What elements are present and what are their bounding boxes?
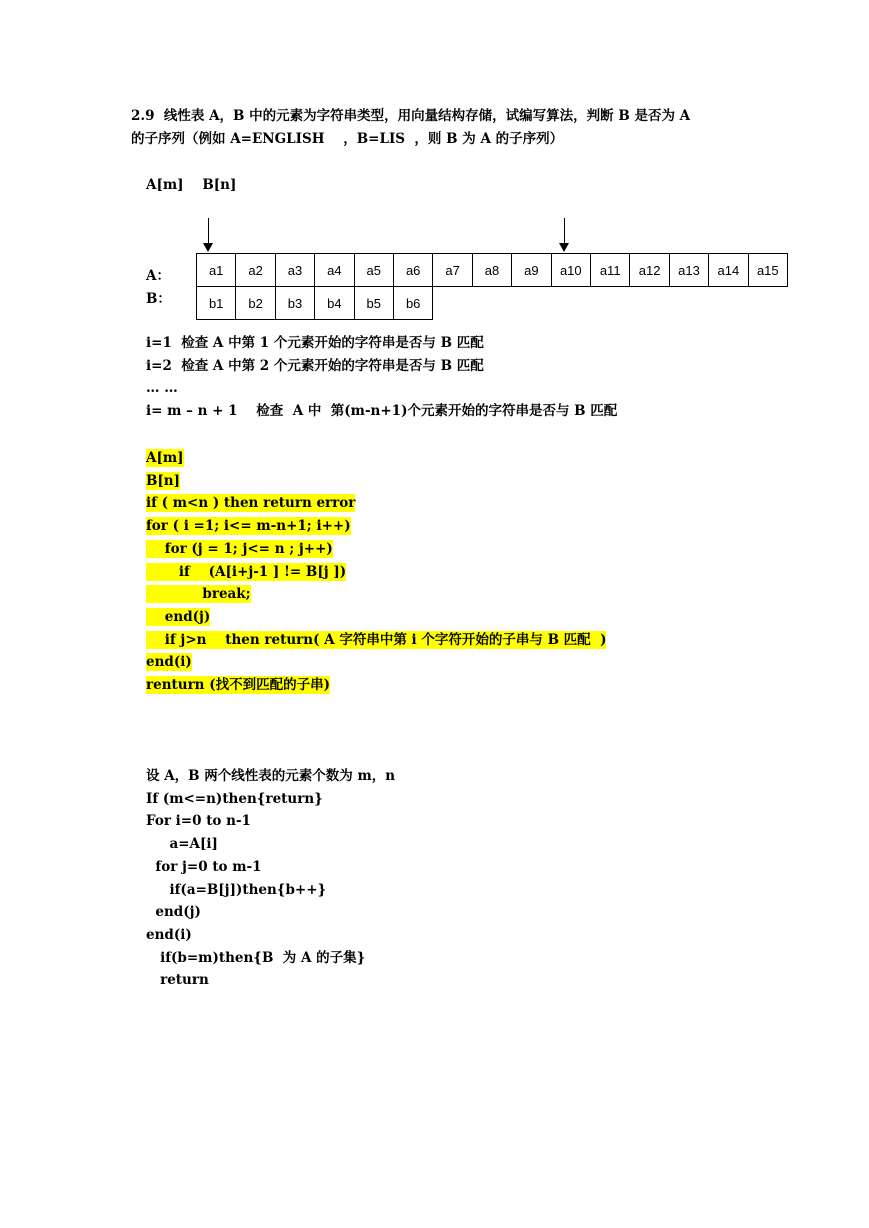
step-line: i=2 检查 A 中第 2 个元素开始的字符串是否与 B 匹配 xyxy=(146,357,484,374)
label-b: B： xyxy=(146,291,171,307)
code-line: A[m] xyxy=(146,450,184,466)
array-a-cell: a12 xyxy=(629,253,669,287)
code-line: a=A[i] xyxy=(146,836,218,853)
array-a-cell: a5 xyxy=(354,253,394,287)
code-line: 设 A，B 两个线性表的元素个数为 m，n xyxy=(146,768,396,784)
step-line: i=1 检查 A 中第 1 个元素开始的字符串是否与 B 匹配 xyxy=(146,335,484,351)
code-line: end(i) xyxy=(146,926,192,943)
array-a-cell: a7 xyxy=(432,253,472,287)
code-line: if j>n then return( A 字符串中第 i 个字符开始的子串与 B 匹配 ) xyxy=(146,631,607,648)
code-line: end(j) xyxy=(146,904,201,921)
code-line: end(j) xyxy=(146,608,211,625)
array-a-cell: a14 xyxy=(708,253,748,287)
title-line-1: 2.9 线性表 A，B 中的元素为字符串类型，用向量结构存储，试编写算法，判断 B 是否为 A xyxy=(131,108,691,124)
code-line: return xyxy=(146,972,209,989)
array-b-cell: b1 xyxy=(196,286,236,320)
array-a-cell: a11 xyxy=(590,253,630,287)
array-b-cell: b2 xyxy=(235,286,275,320)
code-line: for ( i =1; i<= m-n+1; i++) xyxy=(146,518,351,535)
diagram-header: A[m] B[n] xyxy=(146,177,237,193)
code-line: For i=0 to n-1 xyxy=(146,813,251,830)
arrow-left-head xyxy=(203,243,213,252)
array-b-cell: b3 xyxy=(275,286,315,320)
code-line: for (j = 1; j<= n ; j++) xyxy=(146,540,333,557)
array-a-cell: a15 xyxy=(748,253,788,287)
code-line: if(a=B[j])then{b++} xyxy=(146,881,327,898)
array-a-cell: a4 xyxy=(314,253,354,287)
code-line: B[n] xyxy=(146,472,181,489)
array-a-cell: a3 xyxy=(275,253,315,287)
array-a-cell: a6 xyxy=(393,253,433,287)
code-line: if (A[i+j-1 ] != B[j ]) xyxy=(146,563,347,580)
array-a-cell: a9 xyxy=(511,253,551,287)
step-line: i= m – n + 1 检查 A 中 第(m-n+1)个元素开始的字符串是否与 B 匹配 xyxy=(146,403,618,420)
code-line: for j=0 to m-1 xyxy=(146,858,262,875)
array-a-cell: a1 xyxy=(196,253,236,287)
step-line: … … xyxy=(146,380,178,397)
label-a: A： xyxy=(146,268,170,284)
title-line-2: 的子序列（例如 A=ENGLISH ，B=LIS ，则 B 为 A 的子序列） xyxy=(131,131,564,147)
code-line: renturn (找不到匹配的子串) xyxy=(146,677,330,693)
code-line: break; xyxy=(146,586,251,603)
arrow-left-line xyxy=(208,218,209,243)
array-b-cell: b6 xyxy=(393,286,433,320)
array-a-cell: a2 xyxy=(235,253,275,287)
array-b-cell: b4 xyxy=(314,286,354,320)
code-line: If (m<=n)then{return} xyxy=(146,790,323,807)
code-line: end(i) xyxy=(146,654,192,671)
code-line: if(b=m)then{B 为 A 的子集} xyxy=(146,949,366,966)
arrow-right-head xyxy=(559,243,569,252)
arrow-right-line xyxy=(564,218,565,243)
array-a-cell: a10 xyxy=(551,253,591,287)
array-b-cell: b5 xyxy=(354,286,394,320)
array-a-cell: a13 xyxy=(669,253,709,287)
array-a-cell: a8 xyxy=(472,253,512,287)
code-line: if ( m<n ) then return error xyxy=(146,495,356,512)
